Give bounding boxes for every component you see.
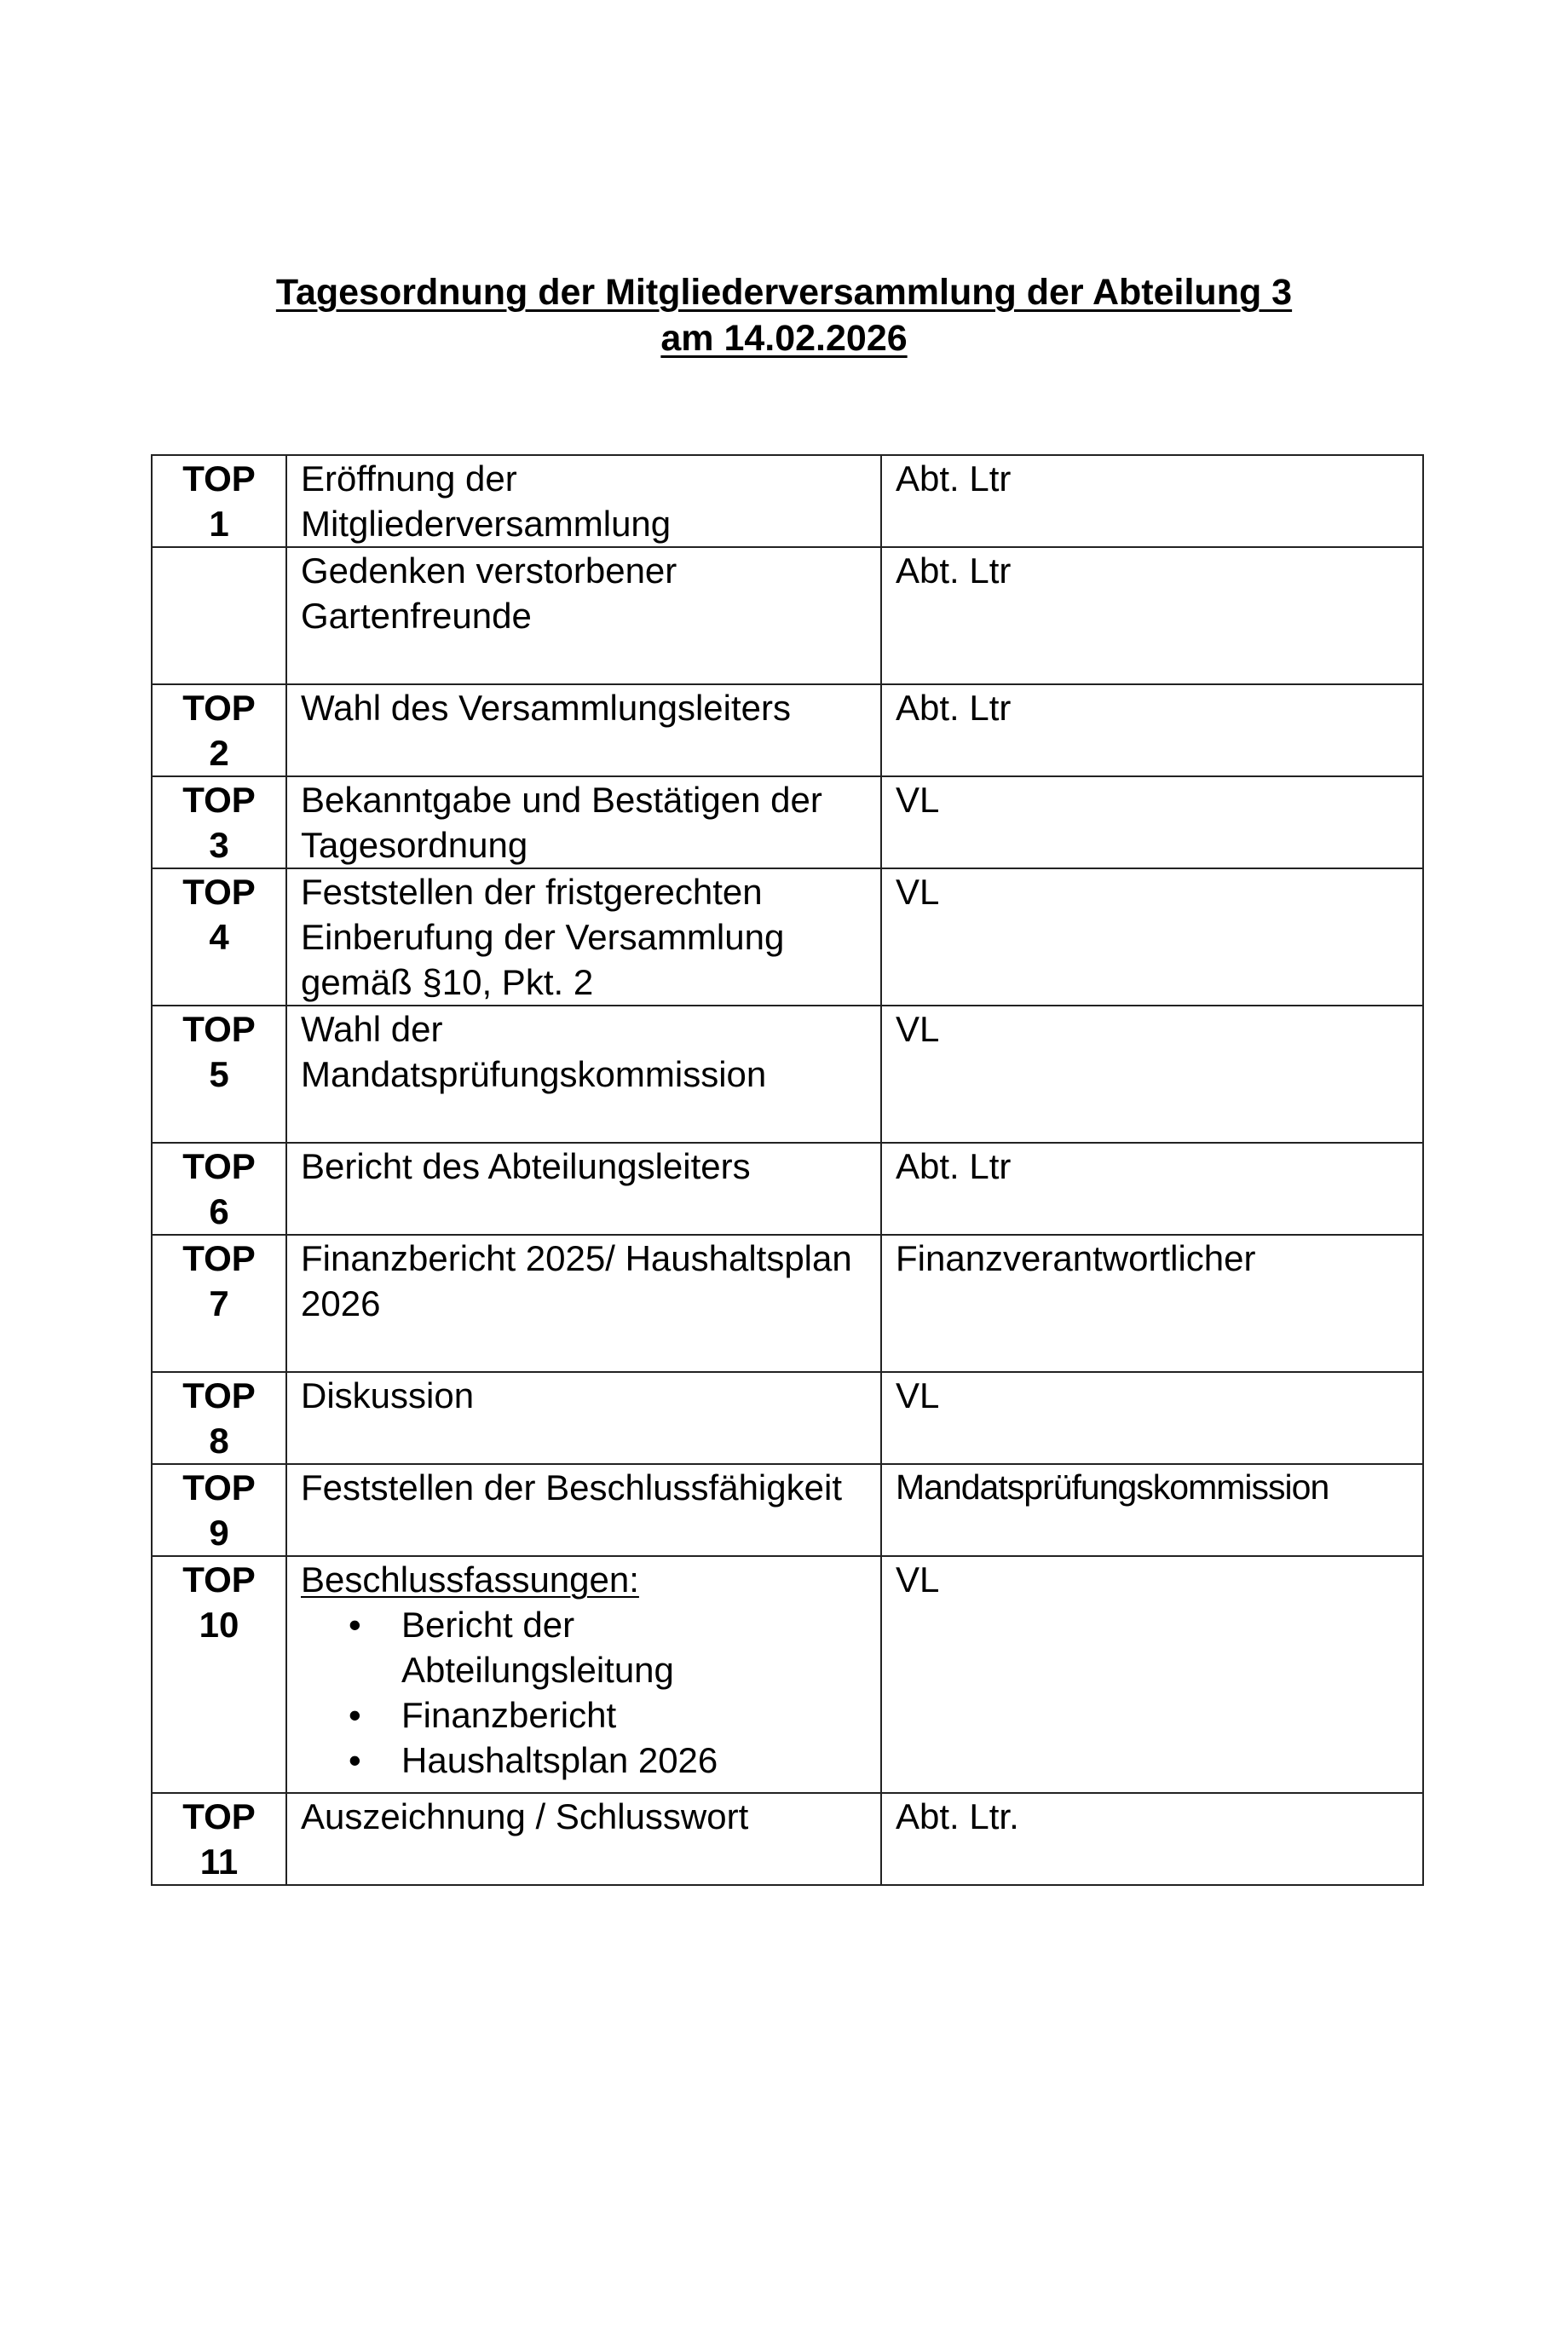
responsible: Finanzverantwortlicher bbox=[881, 1235, 1423, 1372]
top-number: TOP 2 bbox=[152, 684, 286, 776]
table-row bbox=[152, 547, 1423, 684]
table-row bbox=[152, 1464, 1423, 1556]
table-row bbox=[152, 455, 1423, 547]
table-row bbox=[152, 1143, 1423, 1235]
agenda-item: Wahl der Mandatsprüfungskommission bbox=[286, 1006, 881, 1143]
table-row bbox=[152, 1372, 1423, 1464]
responsible: Mandatsprüfungskommission bbox=[881, 1464, 1423, 1556]
responsible: Abt. Ltr bbox=[881, 455, 1423, 547]
list-item: • Bericht der Abteilungsleitung bbox=[401, 1602, 708, 1692]
title-line-2: am 14.02.2026 bbox=[660, 318, 908, 359]
top-number: TOP 11 bbox=[152, 1793, 286, 1885]
list-item: • Finanzbericht bbox=[401, 1692, 880, 1738]
responsible: Abt. Ltr bbox=[881, 684, 1423, 776]
title-line-1: Tagesordnung der Mitgliederversammlung der Abteilung 3 bbox=[275, 272, 1293, 313]
table-row bbox=[152, 1235, 1423, 1372]
table-row bbox=[152, 684, 1423, 776]
responsible: Abt. Ltr bbox=[881, 1143, 1423, 1235]
table-row bbox=[152, 1556, 1423, 1793]
agenda-item: Diskussion bbox=[286, 1372, 881, 1464]
agenda-table bbox=[151, 454, 1424, 1886]
agenda-item: Eröffnung der Mitgliederversammlung bbox=[286, 455, 881, 547]
top-number: TOP 1 bbox=[152, 455, 286, 547]
agenda-item: Gedenken verstorbener Gartenfreunde bbox=[286, 547, 881, 684]
agenda-item: Wahl des Versammlungsleiters bbox=[286, 684, 881, 776]
top-number: TOP 7 bbox=[152, 1235, 286, 1372]
table-row bbox=[152, 1006, 1423, 1143]
agenda-item: Feststellen der Beschlussfähigkeit bbox=[286, 1464, 881, 1556]
agenda-item: Bericht des Abteilungsleiters bbox=[286, 1143, 881, 1235]
agenda-item-heading: Beschlussfassungen: bbox=[301, 1559, 639, 1600]
responsible: VL bbox=[881, 1006, 1423, 1143]
top-number: TOP 3 bbox=[152, 776, 286, 868]
responsible: VL bbox=[881, 868, 1423, 1006]
top-number: TOP 10 bbox=[152, 1556, 286, 1793]
agenda-item: Feststellen der fristgerechten Einberufung der Versammlung gemäß §10, Pkt. 2 bbox=[286, 868, 881, 1006]
top-number: TOP 5 bbox=[152, 1006, 286, 1143]
responsible: VL bbox=[881, 776, 1423, 868]
top-number bbox=[152, 547, 286, 684]
table-row bbox=[152, 776, 1423, 868]
table-row bbox=[152, 868, 1423, 1006]
top-number: TOP 9 bbox=[152, 1464, 286, 1556]
list-item: • Haushaltsplan 2026 bbox=[401, 1738, 880, 1783]
responsible: Abt. Ltr bbox=[881, 547, 1423, 684]
agenda-item: Auszeichnung / Schlusswort bbox=[286, 1793, 881, 1885]
top-number: TOP 6 bbox=[152, 1143, 286, 1235]
agenda-item bbox=[286, 1556, 881, 1793]
resolution-list bbox=[301, 1602, 880, 1783]
agenda-item: Bekanntgabe und Bestätigen der Tagesordnung bbox=[286, 776, 881, 868]
responsible: Abt. Ltr. bbox=[881, 1793, 1423, 1885]
top-number: TOP 4 bbox=[152, 868, 286, 1006]
top-number: TOP 8 bbox=[152, 1372, 286, 1464]
document-title bbox=[0, 269, 1568, 361]
responsible: VL bbox=[881, 1372, 1423, 1464]
responsible: VL bbox=[881, 1556, 1423, 1793]
agenda-item: Finanzbericht 2025/ Haushaltsplan 2026 bbox=[286, 1235, 881, 1372]
table-row bbox=[152, 1793, 1423, 1885]
